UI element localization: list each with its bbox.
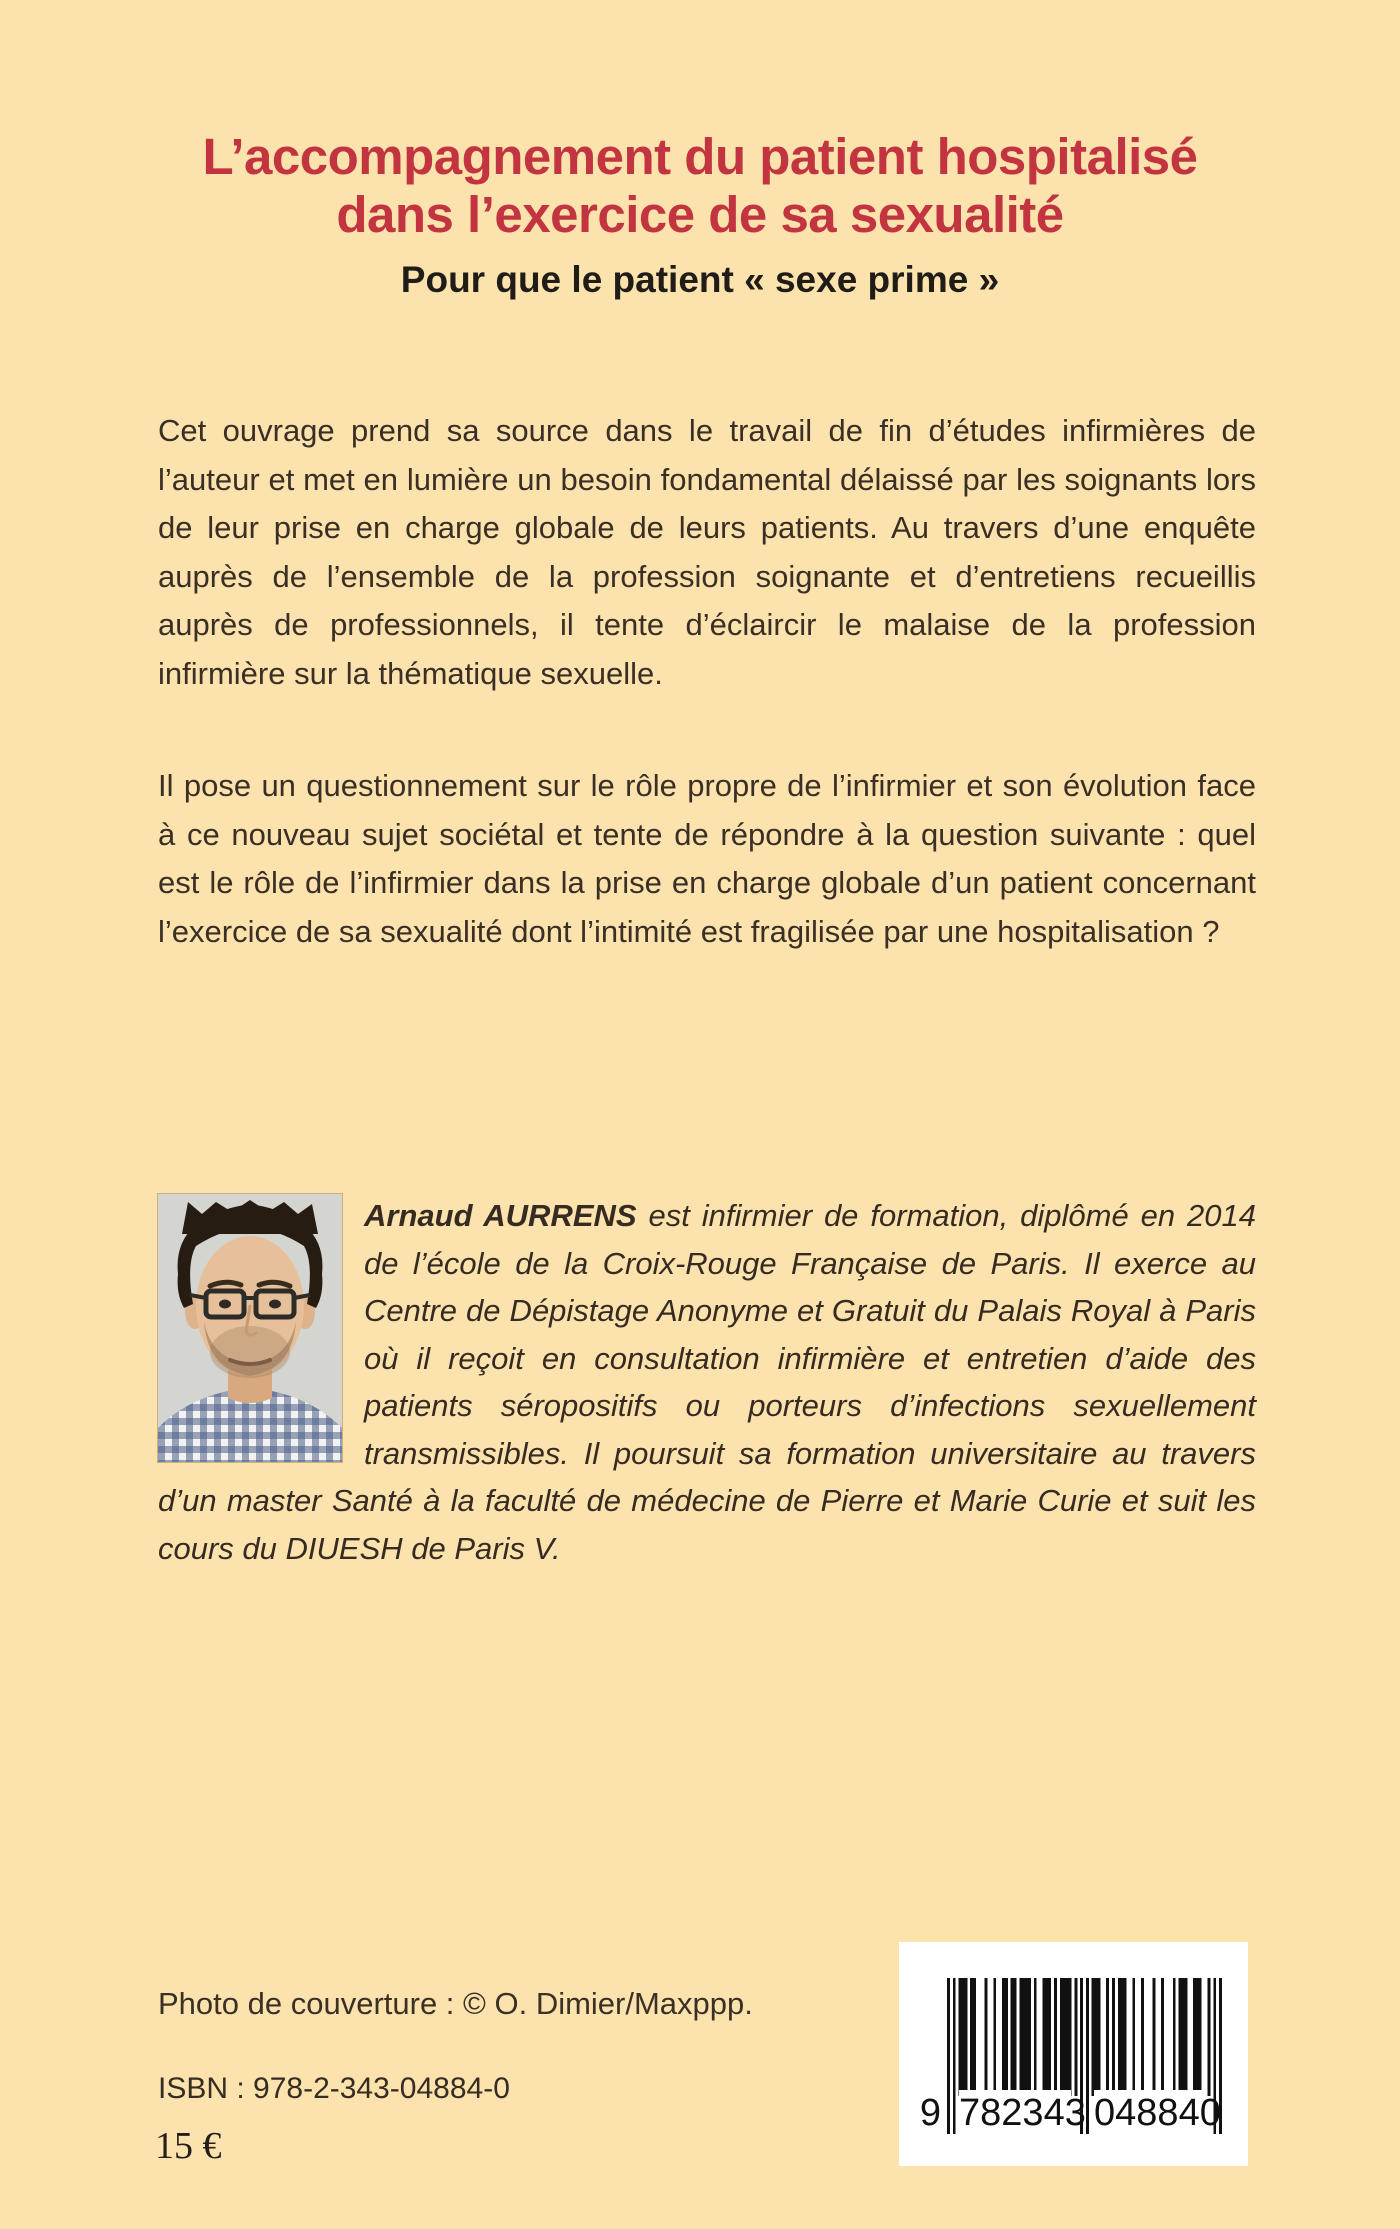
- barcode-bars: [947, 1978, 1222, 2170]
- barcode-digits-right: 0 4 8 8 4 0: [1094, 2092, 1221, 2134]
- photo-credit: Photo de couverture : © O. Dimier/Maxppp.: [158, 1986, 753, 2021]
- isbn: ISBN : 978-2-343-04884-0: [158, 2072, 510, 2105]
- book-title-line-1: L’accompagnement du patient hospitalisé: [202, 128, 1198, 185]
- author-name: Arnaud AURRENS: [364, 1198, 637, 1233]
- book-title-line-2: dans l’exercice de sa sexualité: [336, 186, 1064, 243]
- author-photo: [158, 1194, 342, 1462]
- synopsis-paragraph-1: Cet ouvrage prend sa source dans le travail de fin d’études infirmières de l’auteur et met en lumière un besoin fondamental délaissé par les soignants lors de leur prise en charge globale de leurs patients. Au travers d’une enquête auprès de l’ensemble de la profession soignante et d’entretiens recueillis auprès de professionnels, il tente d’éclaircir le malaise de la profession infirmière sur la thématique sexuelle.: [158, 413, 1256, 691]
- barcode-digit-first: 9: [909, 2090, 941, 2136]
- synopsis-paragraph-2: Il pose un questionnement sur le rôle propre de l’infirmier et son évolution face à ce nouveau sujet sociétal et tente de répondre à la question suivante : quel est le rôle de l’infirmier dans la prise en charge globale d’un patient concernant l’exercice de sa sexualité dont l’intimité est fragilisée par une hospitalisation ?: [158, 768, 1256, 949]
- book-title: [0, 128, 1400, 244]
- barcode: [899, 1942, 1248, 2166]
- author-bio-paragraph: [158, 1192, 1256, 1572]
- synopsis: [158, 407, 1256, 956]
- price: 15 €: [155, 2125, 222, 2167]
- title-block: [0, 128, 1400, 302]
- book-subtitle: Pour que le patient « sexe prime »: [400, 259, 1000, 300]
- barcode-digits-left: 7 8 2 3 4 3: [959, 2092, 1086, 2134]
- author-bio-text: est infirmier de formation, diplômé en 2014 de l’école de la Croix-Rouge Française de Paris. Il exerce au Centre de Dépistage Anonyme et Gratuit du Palais Royal à Paris où il reçoit en consultation infirmière et entretien d’aide des patients séropositifs ou porteurs d’infections sexuellement transmissibles. Il poursuit sa formation universitaire au travers d’un master Santé à la faculté de médecine de Pierre et Marie Curie et suit les cours du DIUESH de Paris V.: [158, 1198, 1256, 1566]
- author-bio: [158, 1192, 1256, 1572]
